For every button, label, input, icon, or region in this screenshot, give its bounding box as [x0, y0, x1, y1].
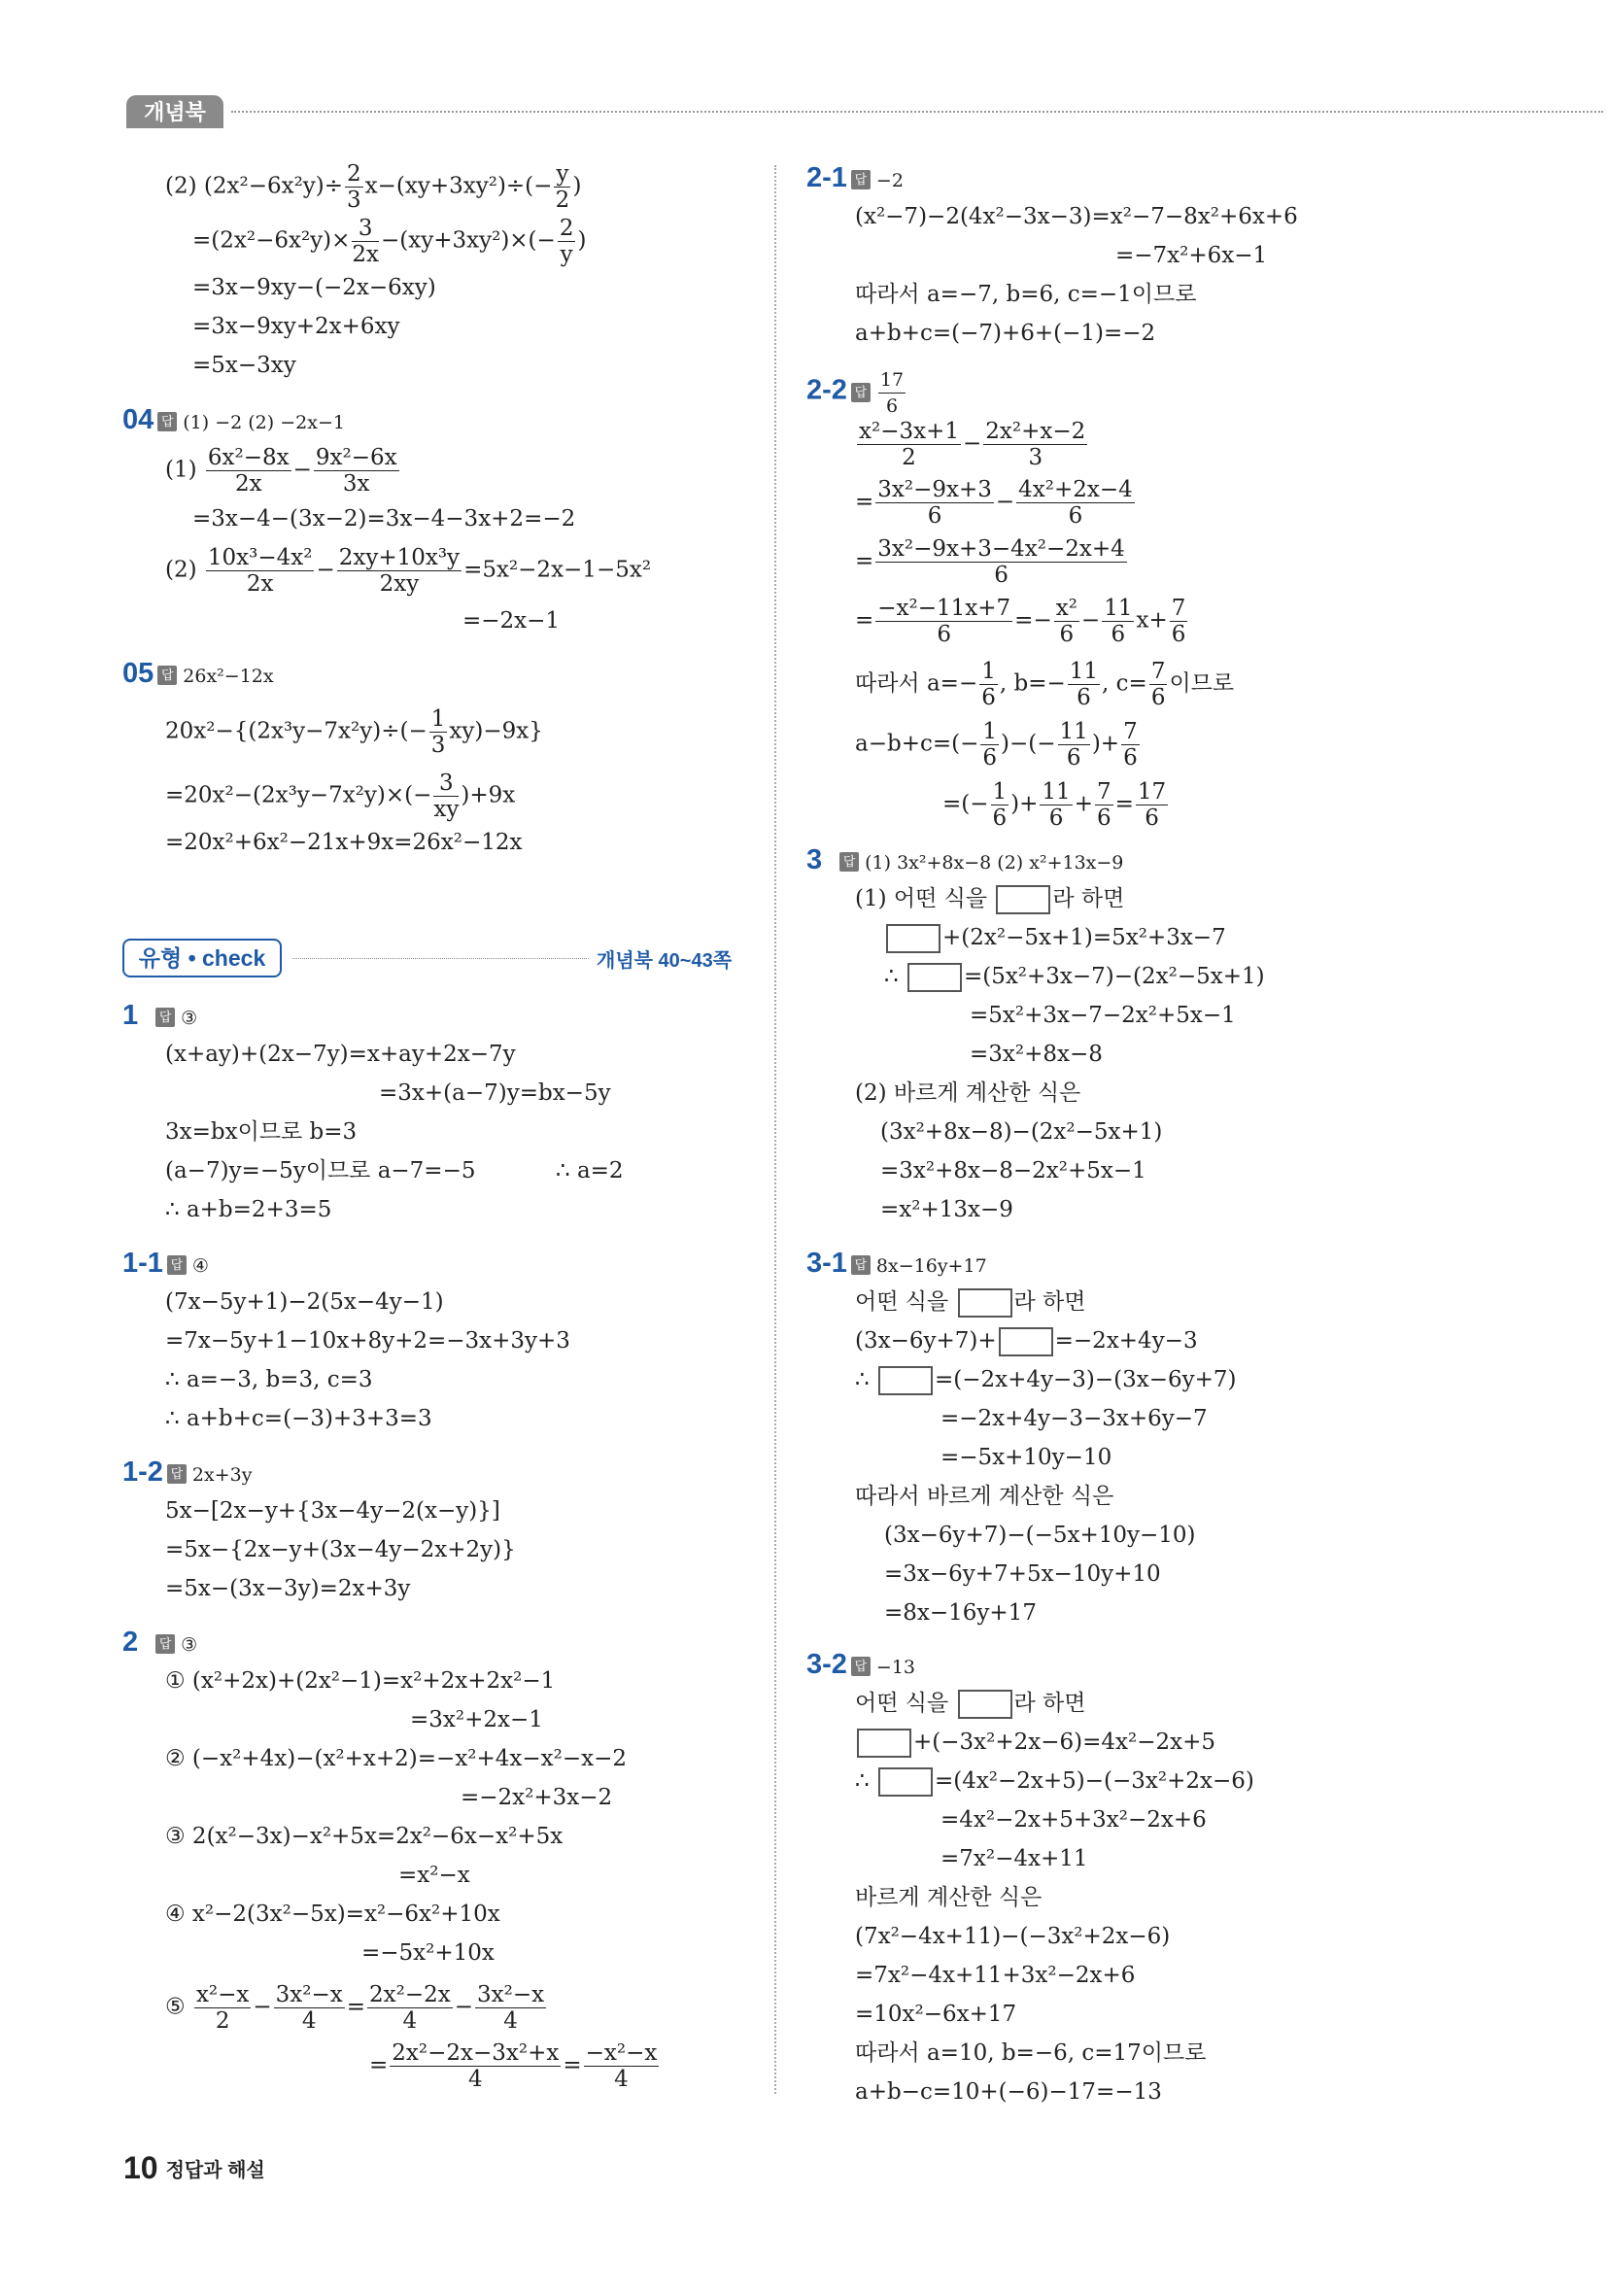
text: (3x−6y+7)+: [855, 1328, 997, 1354]
problem-number: 3-2: [806, 1649, 847, 1680]
problem-1-2-heading: [122, 1457, 252, 1490]
problem-3-1-line-9: =8x−16y+17: [884, 1600, 1037, 1626]
problem-number: 04: [122, 404, 154, 435]
answer-badge-icon: 답: [851, 383, 871, 402]
problem-2-line-4: =−2x²+3x−2: [461, 1785, 613, 1810]
prev-line-2: =(2x²−6x²y)× $\frac{3}{2x}$ −(xy+3xy²)×(− $\frac{2}{y}$ ): [192, 216, 587, 267]
answer-badge-icon: 답: [851, 1657, 871, 1676]
problem-04-line-3: (2) $\frac{\text{10x³−4x²}}{2x}$ − $\frac{\text{2xy+10x³y}}{2xy}$ =5x²−2x−1−5x²: [165, 545, 652, 597]
answer-badge-icon: 답: [167, 1464, 187, 1484]
problem-2-2-line-7: =(− $\frac{1}{6}$ )+ $\frac{11}{6}$ + $\frac{7}{6}$ = $\frac{17}{6}$: [942, 779, 1167, 831]
answer: ④: [191, 1255, 209, 1277]
problem-2-line-7: ④ x²−2(3x²−5x)=x²−6x²+10x: [165, 1902, 500, 1927]
text: =(4x²−2x+5)−(−3x²+2x−6): [934, 1768, 1254, 1794]
problem-2-2-line-6: a−b+c=(− $\frac{1}{6}$ )−(− $\frac{11}{6}$ )+ $\frac{7}{6}$: [855, 719, 1138, 771]
blank-box: [958, 1690, 1012, 1719]
problem-2-line-1: ① (x²+2x)+(2x²−1)=x²+2x+2x²−1: [165, 1668, 556, 1694]
answer: ③: [181, 1634, 198, 1656]
problem-2-1-line-3: 따라서 a=−7, b=6, c=−1이므로: [855, 282, 1197, 307]
problem-2-line-2: =3x²+2x−1: [410, 1707, 543, 1732]
problem-number: 1: [122, 1000, 139, 1031]
answer: (1) 3x²+8x−8 (2) x²+13x−9: [865, 852, 1124, 874]
problem-2-line-3: ② (−x²+4x)−(x²+x+2)=−x²+4x−x²−x−2: [165, 1746, 627, 1771]
text: =(−2x+4y−3)−(3x−6y+7): [934, 1367, 1237, 1392]
column-divider: [774, 165, 776, 2094]
problem-3-1-line-4: =−2x+4y−3−3x+6y−7: [940, 1406, 1208, 1431]
problem-1-2-line-1: 5x−[2x−y+{3x−4y−2(x−y)}]: [165, 1498, 500, 1524]
problem-3-line-6: (2) 바르게 계산한 식은: [855, 1080, 1081, 1106]
problem-number: 3: [806, 844, 823, 875]
problem-2-2-line-1: $\frac{\text{x²−3x+1}}{2}$ − $\frac{\text{2x²+x−2}}{3}$: [859, 419, 1086, 470]
blank-box: [907, 963, 962, 992]
problem-04-line-1: (1) $\frac{\text{6x²−8x}}{2x}$ − $\frac{\text{9x²−6x}}{3x}$: [165, 445, 397, 497]
problem-1-line-2: =3x+(a−7)y=bx−5y: [379, 1080, 611, 1106]
problem-3-line-9: =x²+13x−9: [880, 1197, 1013, 1222]
book-tab: 개념북: [126, 95, 223, 128]
problem-3-1-line-3: [855, 1365, 1236, 1395]
text: 어떤 식을: [855, 1289, 949, 1315]
problem-3-1-line-2: [855, 1326, 1198, 1356]
problem-05-line-1: 20x²−{(2x³y−7x²y)÷(− $\frac{1}{3}$ xy)−9x}: [165, 706, 543, 758]
problem-2-line-5: ③ 2(x²−3x)−x²+5x=2x²−6x−x²+5x: [165, 1824, 564, 1849]
blank-box: [878, 1366, 933, 1395]
blank-box: [999, 1327, 1053, 1356]
answer: 2x+3y: [191, 1464, 253, 1486]
answer: −13: [875, 1657, 916, 1678]
problem-3-line-4: =5x²+3x−7−2x²+5x−1: [970, 1003, 1236, 1028]
answer: −2: [875, 170, 904, 191]
therefore-symbol: ∴: [884, 964, 899, 989]
problem-3-line-1: [855, 884, 1124, 914]
problem-1-2-line-2: =5x−{2x−y+(3x−4y−2x+2y)}: [165, 1537, 516, 1562]
answer-denominator: 6: [885, 395, 899, 417]
problem-number: 2: [122, 1627, 139, 1658]
problem-2-2-heading: [806, 367, 907, 419]
problem-3-2-line-4: =4x²−2x+5+3x²−2x+6: [940, 1807, 1207, 1833]
problem-1-line-3: 3x=bx이므로 b=3: [165, 1119, 358, 1145]
problem-2-heading: [122, 1628, 197, 1660]
problem-3-1-line-7: (3x−6y+7)−(−5x+10y−10): [884, 1523, 1196, 1548]
problem-2-2-line-4: = $\frac{\text{−x²−11x+7}}{6}$ =− $\frac{\text{x²}}{6}$ − $\frac{11}{6}$ x+ $\frac{7}{6}$: [855, 596, 1186, 647]
problem-3-line-7: (3x²+8x−8)−(2x²−5x+1): [880, 1119, 1163, 1145]
answer-badge-icon: 답: [155, 1008, 175, 1027]
problem-3-1-line-8: =3x−6y+7+5x−10y+10: [884, 1561, 1161, 1587]
problem-3-2-line-6: 바르게 계산한 식은: [855, 1885, 1043, 1910]
problem-number: 2-2: [806, 374, 847, 406]
blank-box: [996, 885, 1050, 914]
blank-box: [886, 924, 940, 953]
problem-1-1-line-3: ∴ a=−3, b=3, c=3: [165, 1367, 373, 1392]
answer-badge-icon: 답: [851, 1255, 871, 1275]
problem-2-1-heading: [806, 163, 904, 195]
blank-box: [857, 1729, 911, 1758]
problem-3-2-line-1: [855, 1689, 1085, 1719]
page-footer: [123, 2150, 265, 2186]
problem-1-line-4b: ∴ a=2: [556, 1158, 624, 1183]
prev-line-5: =5x−3xy: [192, 353, 296, 378]
blank-box: [878, 1767, 933, 1797]
problem-1-1-heading: [122, 1249, 209, 1281]
problem-3-2-line-3: [855, 1766, 1254, 1797]
answer-badge-icon: 답: [167, 1255, 187, 1275]
page-number: 10: [123, 2150, 158, 2185]
problem-3-line-8: =3x²+8x−8−2x²+5x−1: [880, 1158, 1146, 1183]
problem-number: 2-1: [806, 162, 847, 193]
problem-3-line-5: =3x²+8x−8: [970, 1042, 1103, 1067]
problem-04-line-4: =−2x−1: [462, 608, 561, 634]
problem-1-1-line-4: ∴ a+b+c=(−3)+3+3=3: [165, 1406, 432, 1431]
problem-number: 1-2: [122, 1456, 163, 1488]
answer-badge-icon: 답: [157, 412, 177, 431]
problem-2-2-line-5: 따라서 a=− $\frac{1}{6}$ , b=− $\frac{11}{6}$ , c= $\frac{7}{6}$ 이므로: [855, 659, 1235, 710]
problem-05-line-3: =20x²+6x²−21x+9x=26x²−12x: [165, 830, 523, 855]
problem-1-2-line-3: =5x−(3x−3y)=2x+3y: [165, 1576, 411, 1601]
problem-3-2-line-5: =7x²−4x+11: [940, 1846, 1088, 1871]
problem-number: 3-1: [806, 1248, 847, 1279]
problem-number: 1-1: [122, 1248, 163, 1279]
problem-3-2-heading: [806, 1650, 915, 1682]
problem-3-2-line-2: [855, 1728, 1215, 1758]
section-rule: [292, 958, 589, 959]
text: 어떤 식을: [855, 1691, 949, 1716]
problem-3-1-line-6: 따라서 바르게 계산한 식은: [855, 1484, 1114, 1509]
problem-2-2-line-2: = $\frac{\text{3x²−9x+3}}{6}$ − $\frac{\text{4x²+2x−4}}{6}$: [855, 477, 1133, 529]
problem-2-1-line-4: a+b+c=(−7)+6+(−1)=−2: [855, 321, 1156, 346]
page-header: [126, 95, 1603, 128]
therefore-symbol: ∴: [855, 1768, 870, 1794]
text: (1) 어떤 식을: [855, 886, 988, 911]
problem-1-1-line-1: (7x−5y+1)−2(5x−4y−1): [165, 1289, 444, 1315]
problem-1-line-1: (x+ay)+(2x−7y)=x+ay+2x−7y: [165, 1042, 516, 1067]
answer-numerator: 17: [878, 367, 906, 394]
problem-05-heading: [122, 659, 274, 691]
text: +(2x²−5x+1)=5x²+3x−7: [942, 925, 1226, 950]
problem-3-2-line-9: =10x²−6x+17: [855, 2002, 1017, 2027]
text: =−2x+4y−3: [1054, 1328, 1198, 1354]
problem-1-heading: [122, 1001, 197, 1033]
problem-3-line-2: [884, 923, 1226, 953]
problem-2-1-line-2: =−7x²+6x−1: [1115, 243, 1268, 268]
prev-line-1: (2) (2x²−6x²y)÷ $\frac{2}{3}$ x−(xy+3xy²)÷(− $\frac{y}{2}$ ): [165, 161, 582, 213]
text: 라 하면: [1013, 1691, 1086, 1716]
answer-badge-icon: 답: [155, 1634, 175, 1654]
blank-box: [958, 1288, 1012, 1318]
text: 라 하면: [1013, 1289, 1086, 1315]
problem-3-1-line-1: [855, 1287, 1085, 1318]
problem-2-line-10: = $\frac{\text{2x²−2x−3x²+x}}{4}$ = $\frac{\text{−x²−x}}{4}$: [369, 2040, 658, 2092]
problem-3-1-line-5: =−5x+10y−10: [940, 1445, 1112, 1470]
problem-1-1-line-2: =7x−5y+1−10x+8y+2=−3x+3y+3: [165, 1328, 570, 1354]
problem-3-2-line-10: 따라서 a=10, b=−6, c=17이므로: [855, 2040, 1207, 2066]
text: =(5x²+3x−7)−(2x²−5x+1): [963, 964, 1265, 989]
answer: 8x−16y+17: [875, 1255, 987, 1277]
text: +(−3x²+2x−6)=4x²−2x+5: [913, 1730, 1215, 1755]
problem-1-line-5: ∴ a+b=2+3=5: [165, 1197, 332, 1222]
therefore-symbol: ∴: [855, 1367, 870, 1392]
problem-3-2-line-8: =7x²−4x+11+3x²−2x+6: [855, 1963, 1136, 1988]
problem-3-heading: [806, 845, 1123, 877]
problem-05-line-2: =20x²−(2x³y−7x²y)×(− $\frac{3}{xy}$ )+9x: [165, 771, 516, 822]
problem-2-line-6: =x²−x: [398, 1863, 470, 1888]
answer: [878, 367, 906, 419]
answer-badge-icon: 답: [157, 666, 177, 685]
problem-3-1-heading: [806, 1249, 987, 1281]
section-reference: 개념북 40~43쪽: [597, 950, 733, 972]
problem-3-2-line-11: a+b−c=10+(−6)−17=−13: [855, 2079, 1162, 2105]
text: 라 하면: [1052, 886, 1125, 911]
problem-2-line-8: =−5x²+10x: [361, 1940, 495, 1966]
prev-line-4: =3x−9xy+2x+6xy: [192, 314, 400, 339]
problem-2-1-line-1: (x²−7)−2(4x²−3x−3)=x²−7−8x²+6x+6: [855, 204, 1298, 229]
problem-2-line-9: ⑤ $\frac{\text{x²−x}}{2}$ − $\frac{\text{3x²−x}}{4}$ = $\frac{\text{2x²−2x}}{4}$ − $\frac{\text{3x²−x}}{4}$: [165, 1982, 545, 2034]
page-label: 정답과 해설: [165, 2160, 265, 2181]
section-header: [122, 939, 735, 977]
problem-1-line-4a: (a−7)y=−5y이므로 a−7=−5: [165, 1158, 476, 1183]
answer: ③: [181, 1008, 198, 1029]
answer: 26x²−12x: [183, 666, 274, 687]
answer: (1) −2 (2) −2x−1: [183, 412, 345, 433]
problem-04-line-2: =3x−4−(3x−2)=3x−4−3x+2=−2: [192, 506, 576, 531]
answer-badge-icon: 답: [851, 170, 871, 189]
prev-line-3: =3x−9xy−(−2x−6xy): [192, 275, 436, 300]
problem-3-2-line-7: (7x²−4x+11)−(−3x²+2x−6): [855, 1924, 1171, 1949]
problem-04-heading: [122, 405, 345, 437]
answer-badge-icon: 답: [839, 852, 859, 872]
section-title: 유형 • check: [122, 939, 282, 977]
problem-number: 05: [122, 658, 154, 689]
problem-2-2-line-3: = $\frac{\text{3x²−9x+3−4x²−2x+4}}{6}$: [855, 536, 1125, 588]
header-rule: [231, 111, 1603, 113]
problem-3-line-3: [884, 962, 1265, 992]
